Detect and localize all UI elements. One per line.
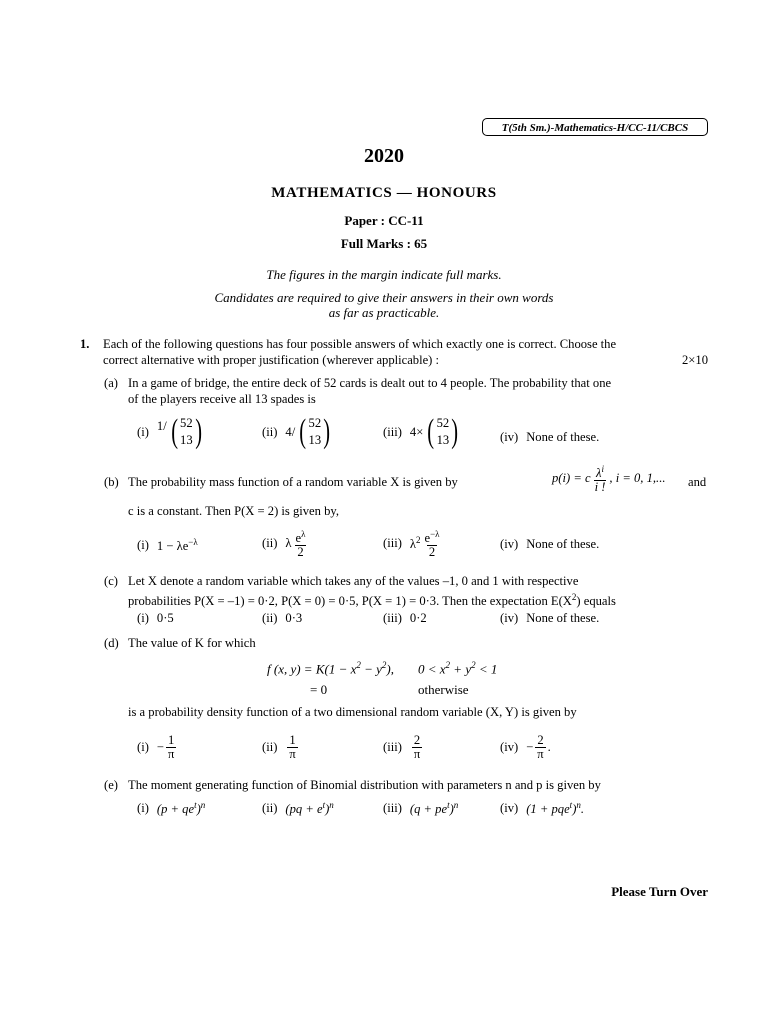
frac-den: π [413,747,421,761]
part-d-text-line2: is a probability density function of a two dimensional random variable (X, Y) is given by [128,705,577,719]
part-b-option-i [137,537,198,554]
subject-title: MATHEMATICS — HONOURS [271,185,497,201]
cond-sup2: 2 [471,660,476,670]
part-a-label: (a) [104,376,118,390]
exam-year: 2020 [364,145,404,167]
question-number: 1. [80,337,90,351]
binom-bottom: 13 [180,433,193,447]
cond-sup1: 2 [445,660,451,670]
option-label: (i) [137,801,149,816]
frac-den: 2 [297,545,304,560]
option-sup: −λ [188,537,198,547]
binom-bottom: 13 [308,433,322,447]
part-e-option-iv [500,800,584,817]
option-label: (i) [137,538,149,553]
frac-num: 2 [537,733,544,747]
option-text: 0·5 [156,611,174,625]
full-marks: Full Marks : 65 [340,236,428,251]
frac-num: 1 [289,733,296,747]
part-d-condition-line1 [418,660,497,677]
pmf-lhs: p(i) = c [552,471,591,486]
paper-code-box: T(5th Sm.)-Mathematics-H/CC-11/CBCS [482,118,708,136]
frac-den: π [537,747,544,761]
part-c-option-i [137,611,174,626]
option-label: (iii) [383,611,402,625]
option-fraction [287,734,297,761]
option-label: (iv) [500,801,519,816]
part-b-label: (b) [104,475,119,489]
part-c-text-line2-sup: 2 [571,592,577,602]
option-fraction [535,734,545,761]
part-c-text-line2 [128,589,616,609]
part-c-option-iv [500,611,599,626]
option-label: (iii) [383,536,402,551]
part-b-text-line2: c is a constant. Then P(X = 2) is given by, [128,504,340,518]
option-label: (iii) [383,424,402,439]
part-d-condition-line2: otherwise [418,682,469,697]
option-text: 0·3 [285,611,303,625]
part-e-text-line1: The moment generating function of Binomial distribution with parameters n and p is given by [128,778,601,792]
binomial-coefficient [425,415,460,449]
option-sign: − [156,740,164,754]
option-sup2: n [200,800,206,810]
option-b: ) [325,802,330,817]
part-d-option-iii [383,734,424,761]
part-b-option-iii [383,528,444,559]
frac-den: π [289,747,296,761]
part-b-and: and [688,475,707,489]
binom-top: 52 [436,416,450,430]
option-label: (i) [137,424,149,439]
part-d-option-iv [500,734,551,761]
option-label: (ii) [262,740,278,754]
option-label: (i) [137,611,149,625]
part-c-text-line1: Let X denote a random variable which takes any of the values –1, 0 and 1 with respective [128,574,579,588]
frac-den: 2 [428,545,436,560]
question-text-line1: Each of the following questions has four possible answers of which exactly one is correct. Choose the [103,337,617,351]
part-d-equation-line1 [267,660,394,677]
part-d-label: (d) [104,636,119,650]
part-c-text-line2-end: ) equals [576,594,616,609]
binom-top: 52 [308,416,322,430]
part-a-option-ii [262,415,332,449]
instruction-margin: The figures in the margin indicate full marks. [266,267,502,282]
option-label: (iv) [500,537,519,551]
question-text-line2: correct alternative with proper justification (wherever applicable) : [103,353,440,367]
frac-num: 2 [413,733,421,747]
option-fraction [294,528,308,559]
pmf-tail: , i = 0, 1,... [609,471,666,486]
option-prefix: λ [285,536,292,551]
option-b: ) [449,802,454,817]
eq1-sup1: 2 [356,660,361,670]
option-sup2: n [576,800,581,810]
option-label: (ii) [262,801,278,816]
option-prefix: 4× [409,424,424,439]
frac-num: e [424,531,431,546]
instruction-own-words-line2: as far as practicable. [328,305,440,320]
option-sup: t [569,800,573,810]
right-paren: ) [451,413,459,450]
part-d-option-ii [262,734,300,761]
part-a-text-line2: of the players receive all 13 spades is [128,392,316,406]
part-c-option-ii [262,611,302,626]
part-b-text-line1: The probability mass function of a random variable X is given by [128,475,458,489]
binomial-coefficient [169,415,204,449]
part-b-option-iv [500,537,599,552]
option-sup2: n [453,800,459,810]
option-prefix-sup: 2 [416,535,421,545]
option-sup: t [447,800,450,810]
left-paren: ( [299,413,307,450]
part-d-equation-line2: = 0 [310,682,328,697]
option-a: (q + pe [409,802,448,817]
option-label: (ii) [262,611,278,625]
cond-part-a: 0 < x [418,661,446,677]
frac-den: π [168,747,175,761]
part-a-option-iv [500,430,599,445]
option-fraction [423,528,442,559]
option-a: (1 + pqe [526,802,570,817]
option-text: None of these. [526,430,600,444]
part-c-option-iii [383,611,427,626]
option-fraction [412,734,422,761]
option-end: . [547,740,551,754]
right-paren: ) [194,413,202,450]
right-paren: ) [323,413,331,450]
instruction-own-words-line1: Candidates are required to give their answers in their own words [214,290,554,305]
option-label: (iv) [500,430,519,444]
please-turn-over: Please Turn Over [611,884,708,899]
option-a: (pq + e [285,802,323,817]
option-a: (p + qe [156,802,195,817]
instruction-own-words [0,290,768,320]
eq1-sup2: 2 [381,660,387,670]
part-e-option-iii [383,800,458,817]
pmf-num-sup: i [601,464,604,474]
part-e-label: (e) [104,778,118,792]
option-label: (ii) [262,424,278,439]
option-end: . [580,802,585,817]
option-label: (iv) [500,740,519,754]
part-b-pmf [552,463,666,494]
option-text: 1 − λe [156,539,189,554]
binom-top: 52 [180,416,193,430]
pmf-num: λ [596,466,602,481]
frac-num-sup: λ [301,529,306,539]
option-sign: − [526,740,534,754]
part-d-text-line1: The value of K for which [128,636,256,650]
option-prefix: 1/ [156,418,167,433]
eq1-part-c: ), [386,661,395,677]
option-prefix: 4/ [285,424,296,439]
option-sup: t [194,800,197,810]
part-c-text-line2-main: probabilities P(X = –1) = 0·2, P(X = 0) = 0·5, P(X = 1) = 0·3. Then the expectation E(X [128,594,572,609]
pmf-fraction [593,463,608,494]
option-label: (i) [137,740,149,754]
option-text: None of these. [526,611,600,625]
left-paren: ( [170,413,178,450]
eq1-part-a: f (x, y) = K(1 − x [267,661,357,677]
part-d-option-i [137,734,178,761]
question-marks: 2×10 [682,353,708,367]
option-fraction [166,734,176,761]
binomial-coefficient [297,415,332,449]
option-sup2: n [329,800,334,810]
option-label: (iv) [500,611,519,625]
cond-part-c: < 1 [475,661,498,677]
pmf-den: i ! [594,480,606,495]
part-b-option-ii [262,528,309,559]
eq1-part-b: − y [360,661,382,677]
option-label: (ii) [262,536,278,551]
paper-name: Paper : CC-11 [344,213,424,228]
option-b: ) [196,802,201,817]
option-text: 0·2 [409,611,427,625]
binom-bottom: 13 [436,433,450,447]
frac-num-sup: −λ [430,529,440,539]
part-a-option-i [137,415,204,449]
part-e-option-ii [262,800,334,817]
option-prefix: λ [409,537,416,552]
frac-num: 1 [168,733,175,747]
part-a-option-iii [383,415,461,449]
part-a-text-line1: In a game of bridge, the entire deck of 52 cards is dealt out to 4 people. The probability that one [128,376,612,390]
left-paren: ( [427,413,435,450]
frac-num: e [295,531,302,546]
option-label: (iii) [383,801,402,816]
part-c-label: (c) [104,574,118,588]
cond-part-b: + y [450,661,472,677]
option-text: None of these. [526,537,600,551]
part-e-option-i [137,800,205,817]
option-sup: t [322,800,326,810]
option-b: ) [572,802,577,817]
option-label: (iii) [383,740,402,754]
